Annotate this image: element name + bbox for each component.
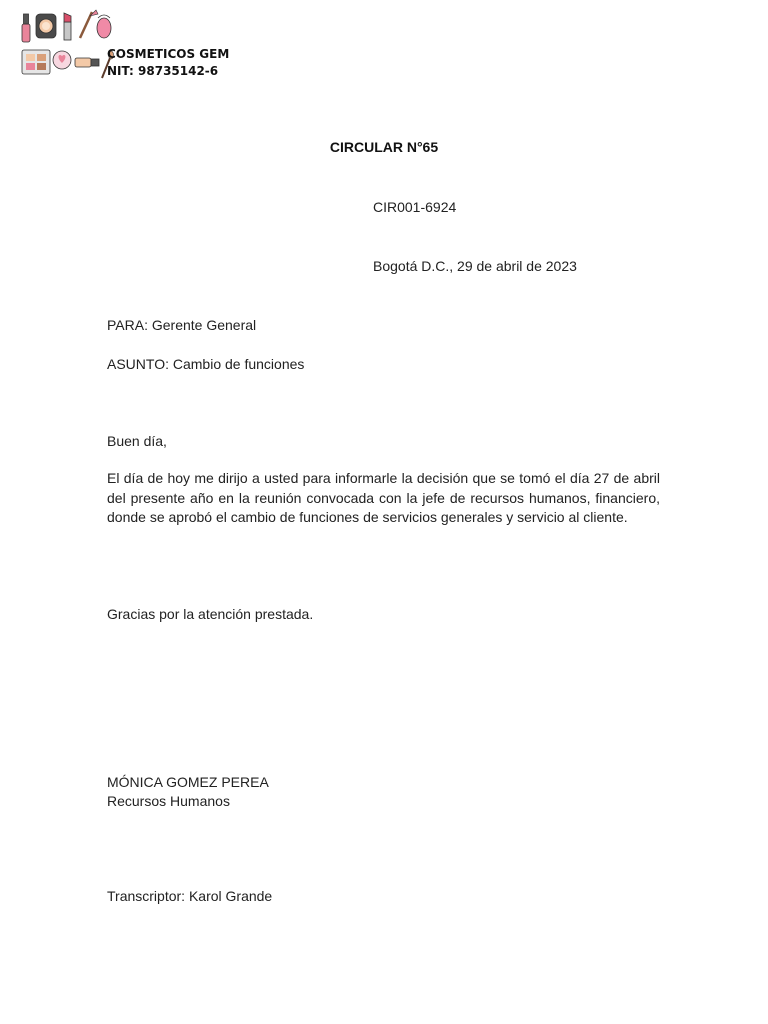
subject-line: ASUNTO: Cambio de funciones [107,356,305,372]
greeting: Buen día, [107,433,167,449]
recipient-line: PARA: Gerente General [107,317,257,333]
transcriber-line: Transcriptor: Karol Grande [107,888,273,904]
lipstick-icon [64,13,71,40]
company-nit: NIT: 98735142-6 [107,64,219,78]
makeup-brush-icon [80,10,98,38]
signer-name: MÓNICA GOMEZ PEREA [107,774,269,790]
makeup-sponge-icon [97,15,111,38]
signature-block [107,773,269,811]
signer-role: Recursos Humanos [107,793,230,809]
document-title: CIRCULAR N°65 [329,139,439,155]
lip-gloss-icon [75,58,99,67]
reference-number: CIR001-6924 [373,199,457,215]
closing-line: Gracias por la atención prestada. [107,606,314,622]
company-name: COSMETICOS GEM [107,47,230,61]
eyeshadow-palette-icon [22,50,50,74]
mirror-icon [36,14,56,38]
body-paragraph: El día de hoy me dirijo a usted para informarle la decisión que se tomó el día 27 de abril del presente año en la reunión convocada con la jefe de recursos humanos, financiero, donde se aprobó el cambio de funciones de servicios generales y servicio al cliente. [107,470,660,525]
nail-polish-icon [22,14,30,42]
company-header [107,46,229,80]
compact-powder-icon [53,51,71,69]
company-logo [18,8,118,80]
document-date: Bogotá D.C., 29 de abril de 2023 [373,258,577,274]
